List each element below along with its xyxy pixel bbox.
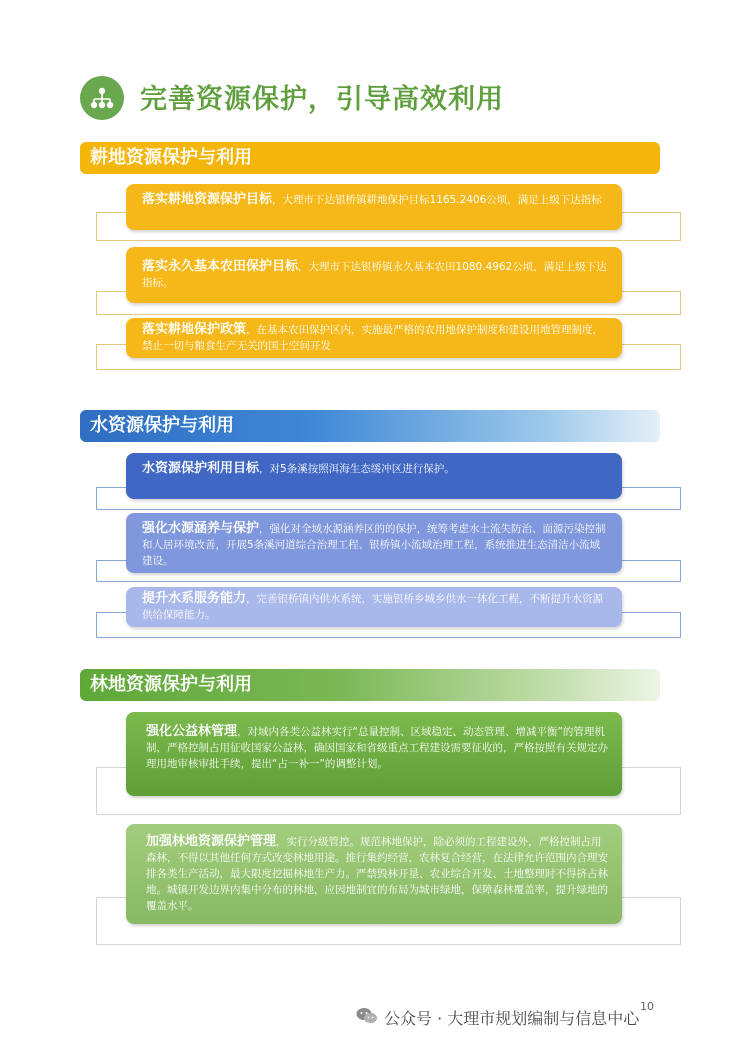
card-text: ，强化对全域水源涵养区的的保护，统筹考虑水土流失防治、面源污染控制和人居环境改善，开展5条溪河道综合治理工程、银桥镇小流域治理工程，系统推进生态清洁小流域建设。 xyxy=(142,523,606,567)
hierarchy-icon xyxy=(80,76,124,120)
card-farmland-policy xyxy=(126,318,622,358)
page-number: 10 xyxy=(640,1000,654,1013)
card-forest-management xyxy=(126,824,622,924)
card-text: ，对域内各类公益林实行“总量控制、区域稳定、动态管理、增减平衡”的管理机制，严格控制占用征收国家公益林，确因国家和省级重点工程建设需要征收的，严格按照有关规定办理用地审核审批手续，提出“占一补一”的调整计划。 xyxy=(146,726,608,770)
section-banner-farmland: 耕地资源保护与利用 xyxy=(80,142,660,174)
card-water-conservation xyxy=(126,513,622,573)
section-banner-water: 水资源保护与利用 xyxy=(80,410,660,442)
card-heading: 加强林地资源保护管理 xyxy=(146,834,277,849)
section-banner-forest: 林地资源保护与利用 xyxy=(80,669,660,701)
card-text: ，完善银桥镇内供水系统，实施银桥乡城乡供水一体化工程，不断提升水资源供给保障能力。 xyxy=(142,593,604,621)
card-heading: 落实永久基本农田保护目标 xyxy=(142,259,299,274)
card-heading: 强化公益林管理 xyxy=(146,724,238,739)
card-text: ，在基本农田保护区内，实施最严格的农用地保护制度和建设用地管理制度，禁止一切与粮食生产无关的国土空间开发 xyxy=(142,324,604,352)
card-heading: 落实耕地资源保护目标 xyxy=(142,192,273,207)
card-heading: 提升水系服务能力 xyxy=(142,591,247,606)
card-water-service xyxy=(126,587,622,627)
card-farmland-target xyxy=(126,184,622,230)
card-text: ，大理市下达银桥镇耕地保护目标1165.2406公顷，满足上级下达指标 xyxy=(272,194,602,206)
footer-watermark xyxy=(356,1006,639,1029)
card-text: ，对5条溪按照洱海生态缓冲区进行保护。 xyxy=(259,463,455,475)
card-heading: 落实耕地保护政策 xyxy=(142,322,247,337)
card-heading: 强化水源涵养与保护 xyxy=(142,521,260,536)
card-public-forest xyxy=(126,712,622,796)
card-text: ，实行分级管控。规范林地保护，除必须的工程建设外，严格控制占用森林，不得以其他任何方式改变林地用途。推行集约经营，农林复合经营，在法律允许范围内合理安排各类生产活动，最大限度挖掘林地生产力。严禁毁林开垦、农业综合开发、土地整理时不得挤占林地。城镇开发边界内集中分布的林地，应因地制宜的布局为城市绿地，保障森林覆盖率，提升绿地的覆盖水平。 xyxy=(146,836,608,912)
card-basic-farmland xyxy=(126,247,622,303)
card-heading: 水资源保护利用目标 xyxy=(142,461,260,476)
wechat-icon xyxy=(356,1007,378,1029)
card-text: ，大理市下达银桥镇永久基本农田1080.4962公顷，满足上级下达指标。 xyxy=(142,261,607,289)
card-water-target xyxy=(126,453,622,499)
page-title: 完善资源保护，引导高效利用 xyxy=(140,84,504,115)
footer-text: 公众号 · 大理市规划编制与信息中心 xyxy=(384,1009,640,1028)
